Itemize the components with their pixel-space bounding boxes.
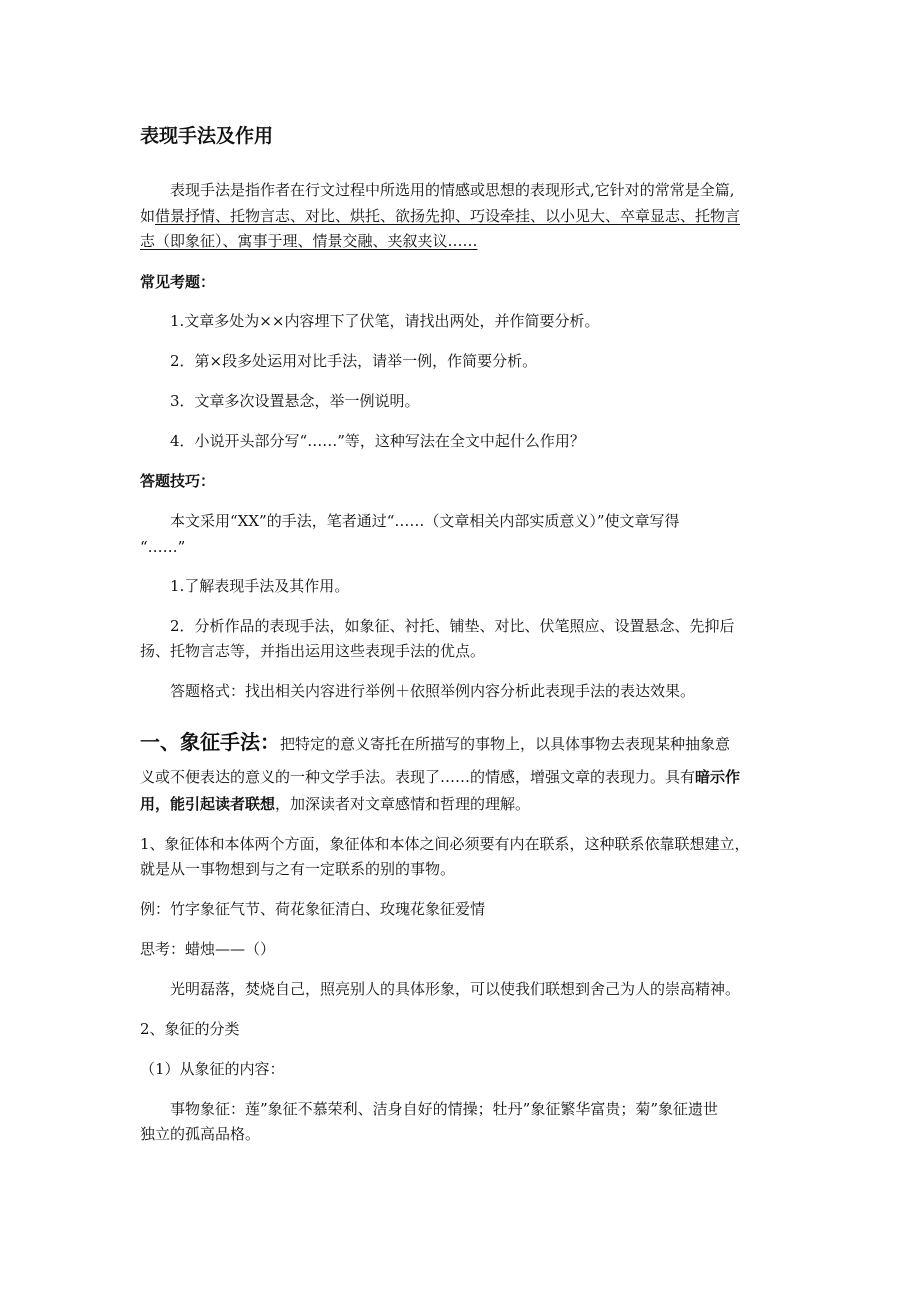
- section1-bold-2: 用，能引起读者联想: [140, 795, 276, 813]
- question-item-4: 4．小说开头部分写“……”等，这种写法在全文中起什么作用？: [170, 432, 585, 450]
- skills-item-1: 1.了解表现手法及其作用。: [170, 577, 350, 595]
- section1-line-2: [140, 765, 740, 789]
- think-line: 思考：蜡烛——（）: [140, 940, 276, 958]
- skills-heading: 答题技巧：: [140, 472, 216, 490]
- skills-para-line-1: 本文采用“XX”的手法，笔者通过“……（文章相关内部实质意义）”使文章写得: [170, 512, 680, 530]
- section1-bold-1: 暗示作: [695, 768, 741, 786]
- question-item-2: 2．第×段多处运用对比手法，请举一例，作简要分析。: [170, 352, 538, 370]
- common-questions-heading: 常见考题：: [140, 273, 216, 291]
- sub1-text-line-2: 独立的孤高品格。: [140, 1125, 261, 1143]
- section1-definition: 把特定的意义寄托在所描写的事物上，以具体事物去表现某种抽象意: [280, 735, 731, 753]
- think-answer: 光明磊落，焚烧自己，照亮别人的具体形象，可以使我们联想到舍己为人的崇高精神。: [170, 980, 741, 998]
- example-line: 例：竹字象征气节、荷花象征清白、玫瑰花象征爱情: [140, 900, 486, 918]
- point1-line-1: 1、象征体和本体两个方面，象征体和本体之间必须要有内在联系，这种联系依靠联想建立，: [140, 835, 750, 853]
- intro-line-2: [140, 204, 740, 228]
- intro-prefix: 如: [140, 207, 156, 225]
- sub1-heading: （1）从象征的内容：: [140, 1060, 285, 1078]
- page-title: 表现手法及作用: [140, 125, 274, 147]
- section1-line-3: [140, 792, 530, 816]
- point1-line-2: 就是从一事物想到与之有一定联系的别的事物。: [140, 860, 456, 878]
- section1-line-3-text: ，加深读者对文章感情和哲理的理解。: [275, 795, 531, 813]
- question-item-1: 1.文章多处为××内容埋下了伏笔，请找出两处，并作简要分析。: [170, 312, 600, 330]
- intro-line-1: 表现手法是指作者在行文过程中所选用的情感或思想的表现形式,它针对的常常是全篇,: [170, 181, 735, 199]
- technique-list-underlined: 借景抒情、托物言志、对比、烘托、欲扬先抑、巧设牵挂、以小见大、卒章显志、托物言: [155, 207, 741, 225]
- sub1-text-line-1: 事物象征：莲”象征不慕荣利、洁身自好的情操；牡丹”象征繁华富贵；菊”象征遗世: [170, 1100, 719, 1118]
- skills-item-2-line-1: 2．分析作品的表现手法，如象征、衬托、铺垫、对比、伏笔照应、设置悬念、先抑后: [170, 617, 735, 635]
- point2-heading: 2、象征的分类: [140, 1020, 240, 1038]
- question-item-3: 3．文章多次设置悬念，举一例说明。: [170, 392, 420, 410]
- answer-format: 答题格式：找出相关内容进行举例＋依照举例内容分析此表现手法的表达效果。: [170, 682, 696, 700]
- section1-line-1: [140, 730, 730, 756]
- section1-heading: 一、象征手法：: [140, 730, 280, 754]
- skills-para-line-2: “……”: [140, 538, 186, 556]
- skills-item-2-line-2: 扬、托物言志等，并指出运用这些表现手法的优点。: [140, 642, 486, 660]
- intro-line-3: 志（即象征）、寓事于理、情景交融、夹叙夹议……: [140, 232, 478, 250]
- section1-line-2-text: 义或不便表达的意义的一种文学手法。表现了……的情感，增强文章的表现力。具有: [140, 768, 696, 786]
